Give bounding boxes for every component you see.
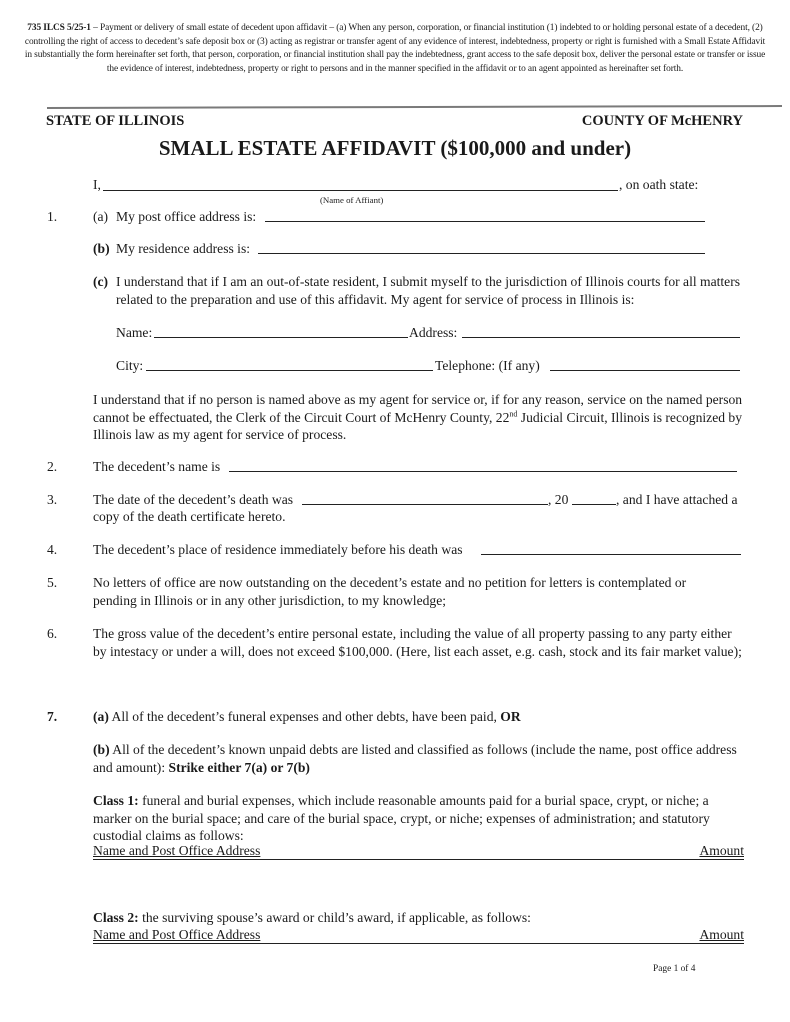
death-year-field[interactable] (572, 504, 616, 505)
item-1a-text: My post office address is: (116, 209, 257, 224)
item-3-number: 3. (47, 492, 58, 507)
state-label: STATE OF ILLINOIS (46, 113, 185, 129)
item-3-text: The date of the decedent’s death was (93, 492, 294, 507)
item-6-text: The gross value of the decedent’s entire personal estate, including the value of all property passing to any party either by intestacy or under a will, does not exceed $100,000. (Here, list each asset, e.g. cash, stock and its fair market value); (93, 626, 742, 659)
statute-text: – Payment or delivery of small estate of decedent upon affidavit – (a) When any person, corporation, or financial institution (1) indebted to or holding personal estate of a decedent, (2) controlling the right of access to decedent’s safe deposit box or (3) acting as registrar or transfer agent of any evidence of interest, indebtedness, property or right is furnished with a Small Estate Affidavit in substantially the form hereinafter set forth, that person, corporation, or financial institution shall pay the indebtedness, grant access to the safe deposit box, deliver the personal estate or transfer or issue the evidence of interest, indebtedness, property or right to persons and in the manner specified in the affidavit or to an agent appointed as hereinafter set forth. (24, 23, 766, 74)
item-4-number: 4. (47, 542, 58, 557)
affiant-name-field[interactable] (103, 190, 618, 191)
item-7b: (b) All of the decedent’s known unpaid debts are listed and classified as follows (include the name, post office address and amount): Strike either 7(a) or 7(b) (93, 742, 737, 775)
death-date-field[interactable] (302, 504, 548, 505)
statute-header (24, 22, 766, 76)
item-5-text: No letters of office are now outstanding on the decedent’s estate and no petition for letters is contemplated or pending in Illinois or in any other jurisdiction, to my knowledge; (93, 575, 687, 608)
affiant-suffix: , on oath state: (619, 177, 699, 192)
residence-address-field[interactable] (258, 253, 705, 254)
header-divider (47, 105, 782, 109)
agent-city-field[interactable] (146, 370, 433, 371)
agent-name-label: Name: (116, 325, 153, 340)
item-5-number: 5. (47, 575, 58, 590)
post-office-address-field[interactable] (265, 221, 705, 222)
class-2-col-name: Name and Post Office Address (93, 927, 261, 942)
item-7-number: 7. (47, 709, 58, 724)
page-title: SMALL ESTATE AFFIDAVIT ($100,000 and under) (158, 136, 632, 160)
statute-citation: 735 ILCS 5/25-1 (27, 23, 91, 33)
item-6-number: 6. (47, 626, 58, 641)
item-1b-label: (b) (93, 241, 110, 256)
item-1c-label: (c) (93, 274, 109, 289)
item-7a: (a) All of the decedent’s funeral expenses and other debts, have been paid, OR (93, 709, 521, 724)
class-1-table-header (93, 842, 744, 860)
item-3-line2: copy of the death certificate hereto. (93, 509, 286, 524)
agent-phone-label: Telephone: (If any) (435, 358, 540, 373)
affiant-caption: (Name of Affiant) (320, 195, 384, 205)
item-1b-text: My residence address is: (116, 241, 251, 256)
page-number: Page 1 of 4 (653, 964, 696, 974)
item-1-number: 1. (47, 209, 58, 224)
class-1-col-name: Name and Post Office Address (93, 843, 261, 858)
decedent-name-field[interactable] (229, 471, 737, 472)
item-3-suffix: , and I have attached a (616, 492, 738, 507)
agent-phone-field[interactable] (550, 370, 740, 371)
class-1-col-amount: Amount (699, 843, 744, 858)
item-3-year-prefix: , 20 (548, 492, 569, 507)
item-2-text: The decedent’s name is (93, 459, 221, 474)
agent-address-field[interactable] (462, 337, 740, 338)
item-4-text: The decedent’s place of residence immediately before his death was (93, 542, 463, 557)
item-2-number: 2. (47, 459, 58, 474)
affiant-prefix: I, (93, 177, 101, 192)
agent-city-label: City: (116, 358, 144, 373)
residence-before-death-field[interactable] (481, 554, 741, 555)
class-1-description: Class 1: funeral and burial expenses, which include reasonable amounts paid for a burial space, crypt, or niche; a marker on the burial space; and care of the burial space, crypt, or niche; expenses of administration; and statutory custodial claims as follows: (93, 793, 710, 843)
item-1a-label: (a) (93, 209, 109, 224)
item-1c-text: I understand that if I am an out-of-state resident, I submit myself to the jurisdiction of Illinois courts for all matters related to the preparation and use of this affidavit. My agent for service of process in Illinois is: (116, 274, 741, 307)
class-2-col-amount: Amount (699, 927, 744, 942)
class-2-description: Class 2: the surviving spouse’s award or child’s award, if applicable, as follows: (93, 910, 531, 925)
class-2-table-header (93, 926, 744, 944)
clerk-agent-paragraph: I understand that if no person is named above as my agent for service or, if for any reason, service on the named person cannot be effectuated, the Clerk of the Circuit Court of McHenry County, 22nd Judicial Circuit, Illinois is recognized by Illinois law as my agent for service of process. (93, 392, 743, 442)
agent-address-label: Address: (409, 325, 458, 340)
county-label: COUNTY OF McHENRY (581, 113, 743, 129)
agent-name-field[interactable] (154, 337, 408, 338)
